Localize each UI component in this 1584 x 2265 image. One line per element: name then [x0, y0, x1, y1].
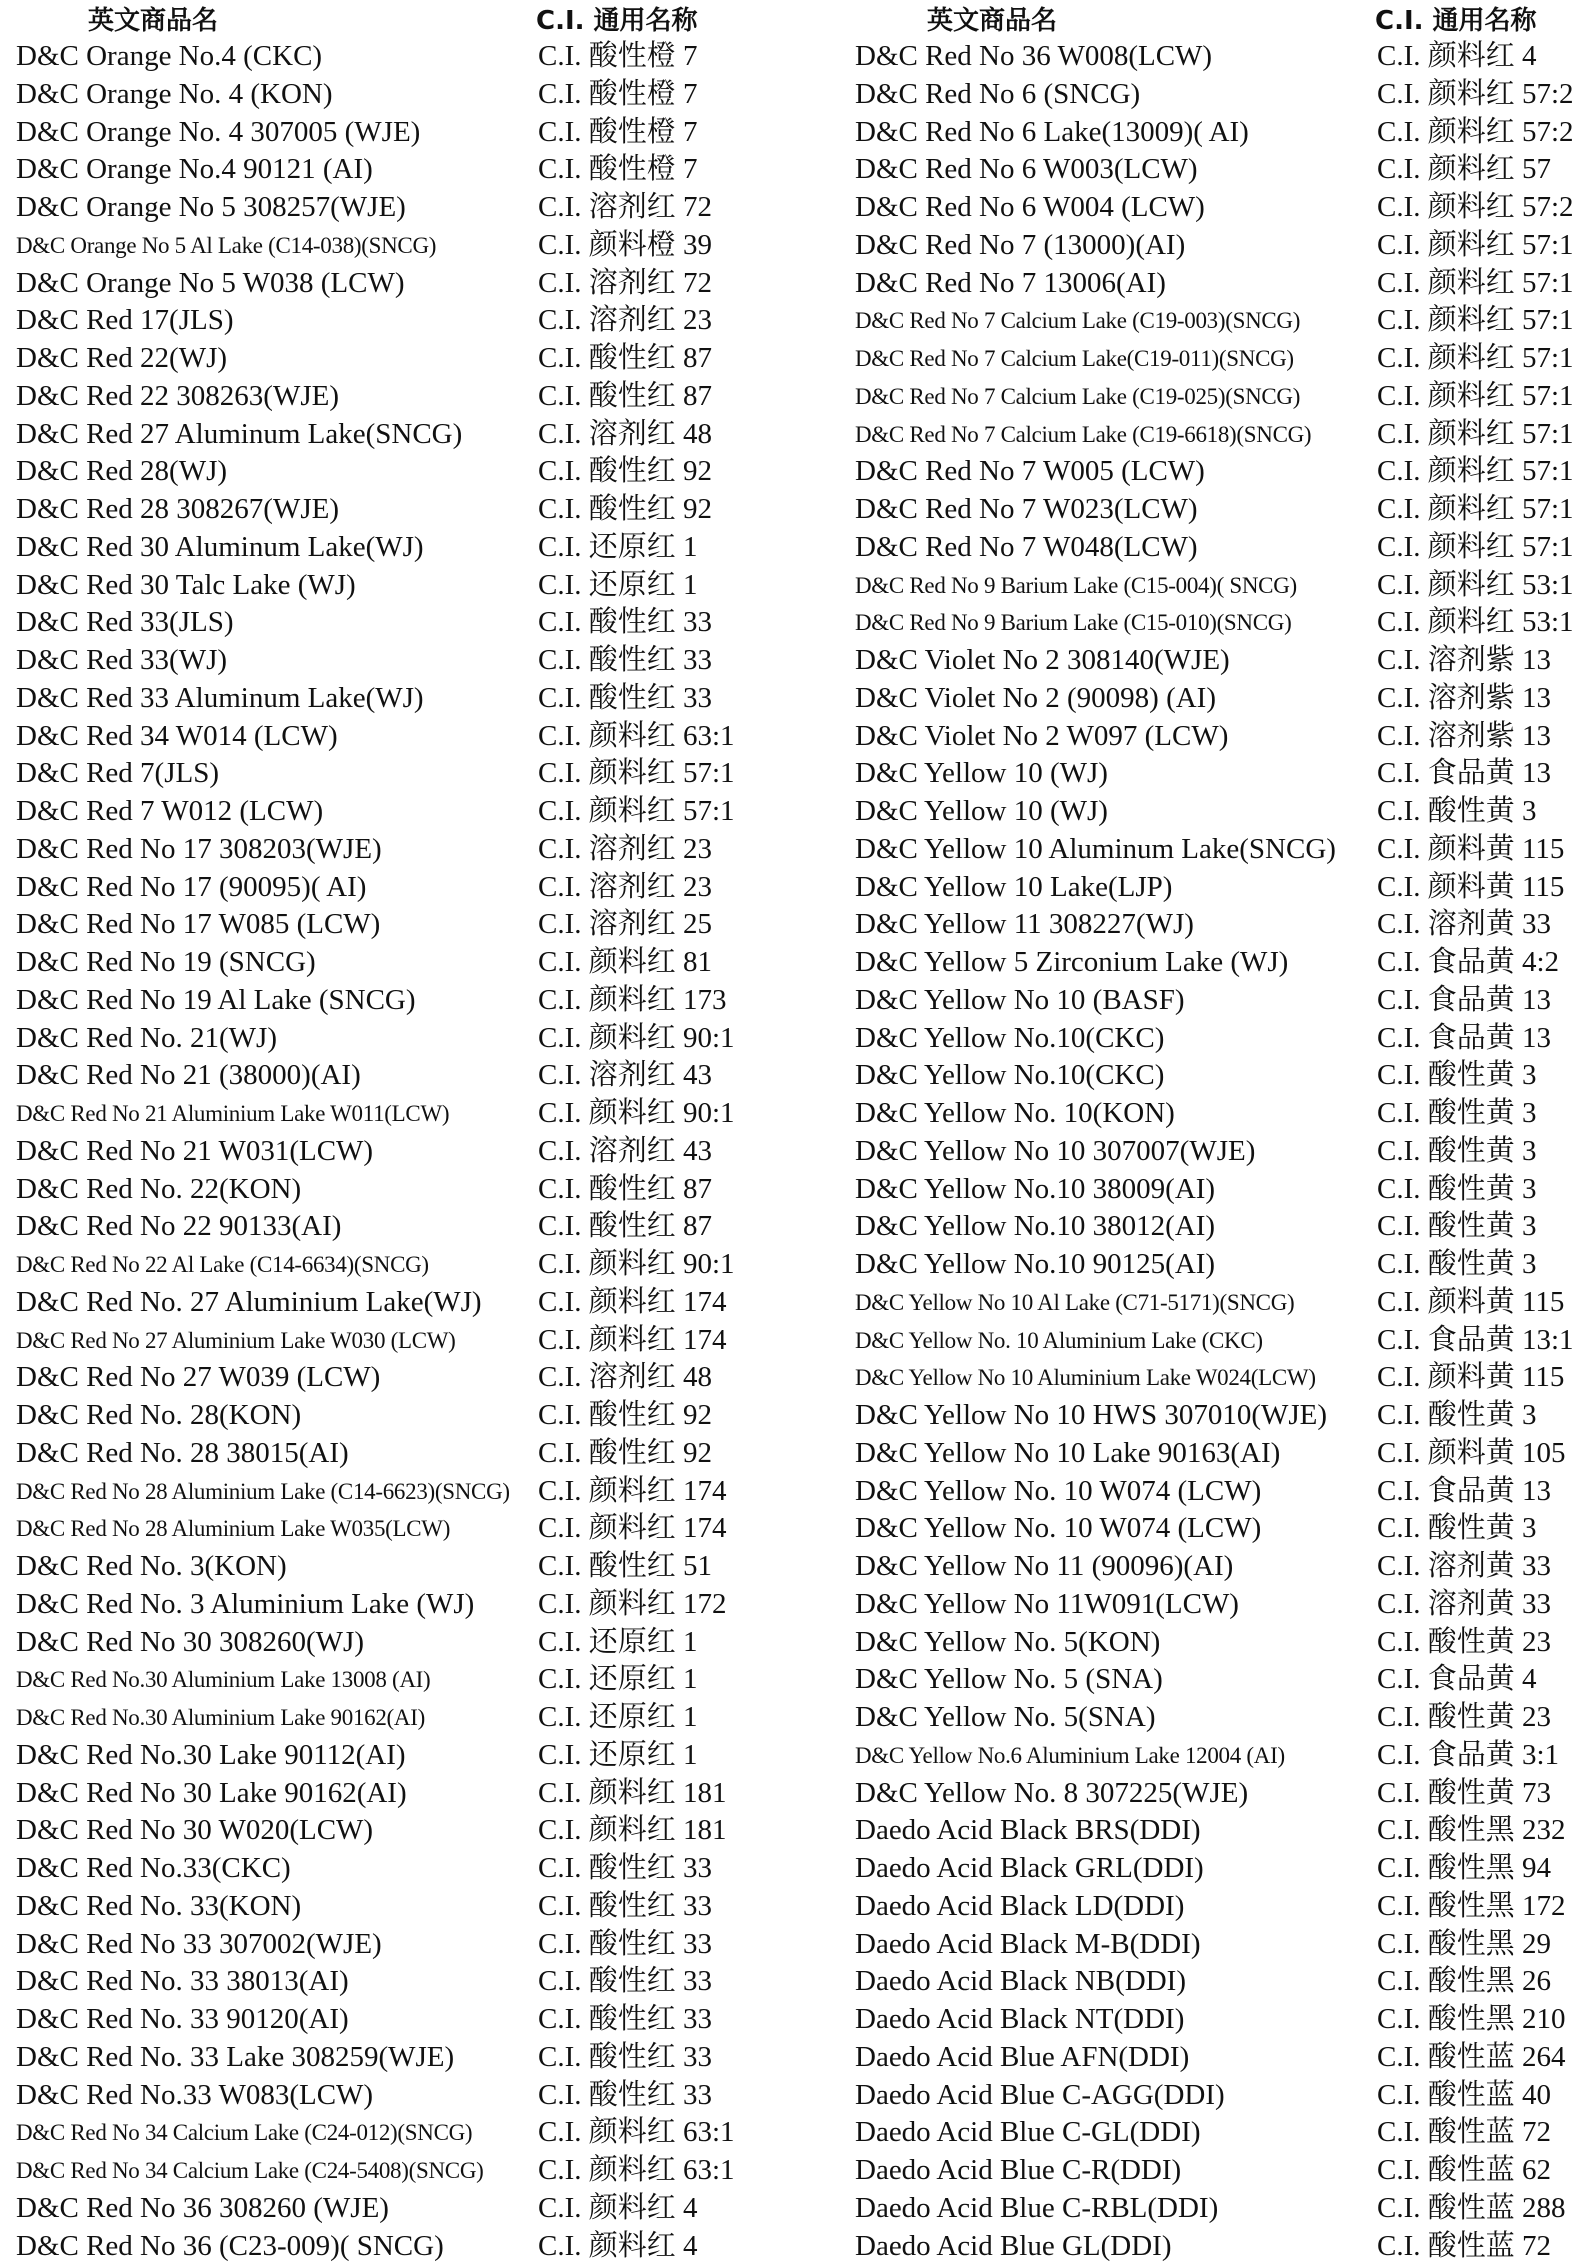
trade-name-cell: D&C Yellow No 10 307007(WJE): [855, 1134, 1256, 1167]
trade-name-cell: D&C Red No 17 308203(WJE): [16, 832, 382, 865]
ci-name-cell: C.I. 还原红 1: [538, 1663, 698, 1696]
trade-name-cell: D&C Red No 22 90133(AI): [16, 1210, 342, 1243]
ci-name-cell: C.I. 酸性红 33: [538, 1889, 713, 1922]
trade-name-cell: D&C Red No 6 (SNCG): [855, 77, 1141, 110]
trade-name-cell: D&C Red No 30 308260(WJ): [16, 1625, 364, 1658]
ci-name-cell: C.I. 食品黄 13:1: [1377, 1323, 1574, 1356]
trade-name-cell: D&C Yellow No. 5 (SNA): [855, 1663, 1163, 1696]
trade-name-cell: D&C Orange No.4 90121 (AI): [16, 153, 373, 186]
ci-name-cell: C.I. 食品黄 13: [1377, 1474, 1552, 1507]
trade-name-cell: D&C Red No. 28(KON): [16, 1399, 302, 1432]
ci-name-cell: C.I. 酸性红 87: [538, 342, 713, 375]
ci-name-cell: C.I. 颜料红 57:2: [1377, 191, 1574, 224]
ci-name-cell: C.I. 食品黄 3:1: [1377, 1738, 1560, 1771]
ci-name-cell: C.I. 颜料黄 115: [1377, 1285, 1565, 1318]
trade-name-cell: D&C Red No 22 Al Lake (C14-6634)(SNCG): [16, 1252, 429, 1278]
ci-name-cell: C.I. 颜料黄 115: [1377, 832, 1565, 865]
trade-name-cell: D&C Red No 21 W031(LCW): [16, 1134, 374, 1167]
ci-name-cell: C.I. 颜料红 57:1: [1377, 530, 1574, 563]
trade-name-cell: D&C Yellow No.6 Aluminium Lake 12004 (AI): [855, 1742, 1285, 1768]
trade-name-cell: D&C Red No.33 W083(LCW): [16, 2078, 374, 2111]
trade-name-cell: D&C Yellow 10 (WJ): [855, 757, 1108, 790]
ci-name-cell: C.I. 溶剂红 48: [538, 417, 713, 450]
ci-name-cell: C.I. 溶剂红 43: [538, 1134, 713, 1167]
trade-name-cell: D&C Red No 6 W003(LCW): [855, 153, 1198, 186]
ci-name-cell: C.I. 酸性红 92: [538, 455, 713, 488]
trade-name-cell: D&C Red No 21 Aluminium Lake W011(LCW): [16, 1101, 450, 1127]
trade-name-cell: D&C Orange No 5 Al Lake (C14-038)(SNCG): [16, 232, 437, 258]
left-column-table: [16, 0, 801, 2265]
ci-name-cell: C.I. 酸性黄 3: [1377, 1399, 1537, 1432]
trade-name-cell: D&C Yellow 10 (WJ): [855, 795, 1108, 828]
ci-name-cell: C.I. 酸性黑 94: [1377, 1852, 1552, 1885]
trade-name-cell: D&C Red No 21 (38000)(AI): [16, 1059, 361, 1092]
ci-name-cell: C.I. 酸性红 33: [538, 606, 713, 639]
ci-name-cell: C.I. 颜料红 53:1: [1377, 606, 1574, 639]
ci-name-cell: C.I. 溶剂紫 13: [1377, 681, 1552, 714]
trade-name-cell: D&C Yellow No.10(CKC): [855, 1059, 1165, 1092]
ci-name-cell: C.I. 酸性黄 3: [1377, 1210, 1537, 1243]
trade-name-cell: D&C Yellow 10 Lake(LJP): [855, 870, 1173, 903]
ci-name-cell: C.I. 颜料红 57:1: [1377, 266, 1574, 299]
ci-name-cell: C.I. 酸性红 33: [538, 1852, 713, 1885]
ci-name-cell: C.I. 颜料红 57:2: [1377, 115, 1574, 148]
ci-name-cell: C.I. 颜料红 57:1: [1377, 379, 1574, 412]
ci-name-cell: C.I. 颜料红 90:1: [538, 1021, 735, 1054]
ci-name-cell: C.I. 颜料红 57:1: [1377, 493, 1574, 526]
trade-name-cell: D&C Red No.30 Aluminium Lake 90162(AI): [16, 1705, 425, 1731]
ci-name-cell: C.I. 颜料橙 39: [538, 228, 713, 261]
trade-name-cell: D&C Red No. 3(KON): [16, 1550, 287, 1583]
ci-name-cell: C.I. 酸性蓝 288: [1377, 2191, 1566, 2224]
trade-name-cell: Daedo Acid Black GRL(DDI): [855, 1852, 1204, 1885]
trade-name-cell: D&C Red No. 33(KON): [16, 1889, 302, 1922]
trade-name-cell: D&C Yellow No 10 Lake 90163(AI): [855, 1436, 1281, 1469]
trade-name-cell: D&C Red 7 W012 (LCW): [16, 795, 324, 828]
trade-name-cell: D&C Red No 36 (C23-009)( SNCG): [16, 2229, 444, 2262]
trade-name-cell: D&C Red No 17 (90095)( AI): [16, 870, 367, 903]
ci-name-cell: C.I. 颜料红 4: [538, 2191, 698, 2224]
ci-name-cell: C.I. 酸性黄 3: [1377, 1059, 1537, 1092]
trade-name-cell: Daedo Acid Blue C-GL(DDI): [855, 2116, 1201, 2149]
trade-name-cell: D&C Yellow No.10 38009(AI): [855, 1172, 1216, 1205]
trade-name-cell: D&C Red No 36 308260 (WJE): [16, 2191, 389, 2224]
ci-name-cell: C.I. 酸性黄 23: [1377, 1625, 1552, 1658]
ci-name-cell: C.I. 还原红 1: [538, 530, 698, 563]
ci-name-cell: C.I. 酸性蓝 72: [1377, 2116, 1552, 2149]
trade-name-cell: D&C Red No 7 Calcium Lake (C19-025)(SNCG): [855, 383, 1301, 409]
ci-name-cell: C.I. 溶剂黄 33: [1377, 908, 1552, 941]
trade-name-cell: D&C Yellow No 10 (BASF): [855, 983, 1185, 1016]
trade-name-cell: Daedo Acid Black BRS(DDI): [855, 1814, 1201, 1847]
ci-name-cell: C.I. 颜料红 57:2: [1377, 77, 1574, 110]
trade-name-cell: D&C Red No 9 Barium Lake (C15-004)( SNCG): [855, 572, 1297, 598]
ci-name-cell: C.I. 颜料红 63:1: [538, 719, 735, 752]
trade-name-cell: D&C Red No 19 (SNCG): [16, 946, 316, 979]
ci-name-cell: C.I. 颜料红 174: [538, 1323, 727, 1356]
ci-name-cell: C.I. 酸性蓝 40: [1377, 2078, 1552, 2111]
ci-name-cell: C.I. 食品黄 13: [1377, 757, 1552, 790]
ci-name-cell: C.I. 颜料黄 115: [1377, 870, 1565, 903]
trade-name-cell: D&C Yellow No 10 Al Lake (C71-5171)(SNCG): [855, 1289, 1295, 1315]
ci-name-cell: C.I. 酸性红 87: [538, 1210, 713, 1243]
ci-name-cell: C.I. 酸性红 87: [538, 1172, 713, 1205]
ci-name-cell: C.I. 颜料红 63:1: [538, 2116, 735, 2149]
trade-name-cell: D&C Red No 28 Aluminium Lake (C14-6623)(SNCG): [16, 1478, 510, 1504]
trade-name-cell: D&C Yellow No. 5(SNA): [855, 1701, 1156, 1734]
ci-name-cell: C.I. 酸性黄 3: [1377, 795, 1537, 828]
trade-name-cell: D&C Red No 7 W048(LCW): [855, 530, 1198, 563]
ci-name-cell: C.I. 颜料红 57:1: [1377, 417, 1574, 450]
trade-name-cell: D&C Red No.33(CKC): [16, 1852, 291, 1885]
trade-name-cell: D&C Yellow No.10 90125(AI): [855, 1248, 1216, 1281]
ci-name-cell: C.I. 酸性橙 7: [538, 77, 698, 110]
trade-name-cell: D&C Violet No 2 W097 (LCW): [855, 719, 1229, 752]
ci-name-cell: C.I. 颜料红 63:1: [538, 2154, 735, 2187]
trade-name-cell: Daedo Acid Black NB(DDI): [855, 1965, 1186, 1998]
ci-name-cell: C.I. 食品黄 13: [1377, 1021, 1552, 1054]
trade-name-cell: D&C Red No 17 W085 (LCW): [16, 908, 381, 941]
ci-name-cell: C.I. 颜料红 57:1: [1377, 455, 1574, 488]
trade-name-cell: Daedo Acid Black LD(DDI): [855, 1889, 1185, 1922]
ci-name-cell: C.I. 颜料红 4: [1377, 40, 1537, 73]
ci-name-cell: C.I. 溶剂紫 13: [1377, 644, 1552, 677]
ci-name-cell: C.I. 酸性红 33: [538, 1927, 713, 1960]
trade-name-cell: D&C Yellow 11 308227(WJ): [855, 908, 1194, 941]
ci-name-cell: C.I. 酸性红 33: [538, 681, 713, 714]
ci-name-cell: C.I. 酸性蓝 72: [1377, 2229, 1552, 2262]
ci-name-cell: C.I. 颜料黄 115: [1377, 1361, 1565, 1394]
ci-name-cell: C.I. 酸性黄 23: [1377, 1701, 1552, 1734]
ci-name-cell: C.I. 还原红 1: [538, 568, 698, 601]
ci-name-cell: C.I. 颜料黄 105: [1377, 1436, 1566, 1469]
trade-name-cell: D&C Red No 7 W023(LCW): [855, 493, 1198, 526]
ci-name-cell: C.I. 颜料红 57:1: [538, 757, 735, 790]
trade-name-cell: D&C Red No 7 13006(AI): [855, 266, 1166, 299]
trade-name-cell: D&C Red No 7 (13000)(AI): [855, 228, 1186, 261]
ci-name-cell: C.I. 酸性橙 7: [538, 115, 698, 148]
ci-name-cell: C.I. 颜料红 181: [538, 1814, 727, 1847]
trade-name-cell: D&C Red No 19 Al Lake (SNCG): [16, 983, 416, 1016]
trade-name-cell: D&C Red No. 28 38015(AI): [16, 1436, 349, 1469]
ci-name-cell: C.I. 溶剂红 72: [538, 191, 713, 224]
ci-name-cell: C.I. 酸性黄 3: [1377, 1512, 1537, 1545]
trade-name-cell: Daedo Acid Blue C-R(DDI): [855, 2154, 1182, 2187]
trade-name-header: 英文商品名: [88, 6, 219, 37]
trade-name-cell: D&C Red 28(WJ): [16, 455, 228, 488]
trade-name-cell: D&C Yellow No. 8 307225(WJE): [855, 1776, 1249, 1809]
ci-name-cell: C.I. 酸性橙 7: [538, 153, 698, 186]
ci-name-cell: C.I. 溶剂红 72: [538, 266, 713, 299]
ci-name-cell: C.I. 颜料红 174: [538, 1474, 727, 1507]
ci-name-cell: C.I. 酸性红 92: [538, 493, 713, 526]
ci-name-cell: C.I. 酸性黄 73: [1377, 1776, 1552, 1809]
trade-name-cell: D&C Red No 6 Lake(13009)( AI): [855, 115, 1249, 148]
trade-name-cell: D&C Violet No 2 (90098) (AI): [855, 681, 1216, 714]
trade-name-cell: D&C Yellow No. 5(KON): [855, 1625, 1161, 1658]
trade-name-cell: D&C Yellow No. 10(KON): [855, 1097, 1175, 1130]
trade-name-cell: D&C Yellow No.10 38012(AI): [855, 1210, 1216, 1243]
ci-name-cell: C.I. 酸性黄 3: [1377, 1134, 1537, 1167]
trade-name-cell: D&C Red No.30 Lake 90112(AI): [16, 1738, 406, 1771]
ci-name-cell: C.I. 酸性红 51: [538, 1550, 713, 1583]
ci-name-cell: C.I. 溶剂红 48: [538, 1361, 713, 1394]
ci-name-cell: C.I. 食品黄 13: [1377, 983, 1552, 1016]
trade-name-cell: D&C Red No. 33 Lake 308259(WJE): [16, 2040, 455, 2073]
ci-name-cell: C.I. 溶剂红 43: [538, 1059, 713, 1092]
ci-name-cell: C.I. 溶剂黄 33: [1377, 1550, 1552, 1583]
trade-name-cell: D&C Red No 36 W008(LCW): [855, 40, 1213, 73]
trade-name-cell: Daedo Acid Black NT(DDI): [855, 2003, 1185, 2036]
ci-name-cell: C.I. 颜料红 53:1: [1377, 568, 1574, 601]
ci-name-cell: C.I. 颜料红 57:1: [1377, 304, 1574, 337]
ci-name-cell: C.I. 酸性红 33: [538, 2078, 713, 2111]
ci-name-cell: C.I. 溶剂红 23: [538, 832, 713, 865]
trade-name-cell: D&C Red No 7 Calcium Lake (C19-003)(SNCG): [855, 308, 1301, 334]
ci-name-cell: C.I. 颜料红 57:1: [1377, 342, 1574, 375]
ci-name-cell: C.I. 颜料红 174: [538, 1512, 727, 1545]
trade-name-cell: D&C Red 33(JLS): [16, 606, 234, 639]
trade-name-cell: D&C Yellow No. 10 W074 (LCW): [855, 1474, 1262, 1507]
trade-name-cell: D&C Red No 7 W005 (LCW): [855, 455, 1205, 488]
trade-name-cell: D&C Red No. 22(KON): [16, 1172, 302, 1205]
trade-name-cell: D&C Red No. 3 Aluminium Lake (WJ): [16, 1587, 475, 1620]
trade-name-cell: D&C Red No 34 Calcium Lake (C24-5408)(SNCG): [16, 2158, 484, 2184]
ci-name-cell: C.I. 酸性红 33: [538, 1965, 713, 1998]
ci-name-cell: C.I. 酸性红 92: [538, 1399, 713, 1432]
ci-name-cell: C.I. 酸性红 87: [538, 379, 713, 412]
trade-name-cell: D&C Red 22 308263(WJE): [16, 379, 339, 412]
trade-name-cell: D&C Yellow No 11 (90096)(AI): [855, 1550, 1234, 1583]
trade-name-cell: D&C Orange No 5 308257(WJE): [16, 191, 406, 224]
ci-name-cell: C.I. 颜料红 172: [538, 1587, 727, 1620]
trade-name-cell: D&C Red No. 27 Aluminium Lake(WJ): [16, 1285, 482, 1318]
ci-name-cell: C.I. 颜料红 57:1: [538, 795, 735, 828]
ci-name-cell: C.I. 颜料红 81: [538, 946, 713, 979]
ci-name-cell: C.I. 溶剂红 25: [538, 908, 713, 941]
ci-name-cell: C.I. 颜料红 90:1: [538, 1097, 735, 1130]
trade-name-cell: D&C Red No 9 Barium Lake (C15-010)(SNCG): [855, 610, 1292, 636]
trade-name-cell: D&C Red No 28 Aluminium Lake W035(LCW): [16, 1516, 451, 1542]
ci-name-cell: C.I. 酸性黄 3: [1377, 1097, 1537, 1130]
ci-name-cell: C.I. 食品黄 4:2: [1377, 946, 1560, 979]
trade-name-cell: D&C Yellow No. 10 W074 (LCW): [855, 1512, 1262, 1545]
trade-name-cell: Daedo Acid Blue GL(DDI): [855, 2229, 1172, 2262]
trade-name-cell: D&C Orange No 5 W038 (LCW): [16, 266, 405, 299]
ci-name-cell: C.I. 酸性黑 210: [1377, 2003, 1566, 2036]
trade-name-cell: D&C Red 34 W014 (LCW): [16, 719, 338, 752]
ci-name-cell: C.I. 还原红 1: [538, 1701, 698, 1734]
trade-name-cell: D&C Yellow No 11W091(LCW): [855, 1587, 1239, 1620]
trade-name-cell: D&C Orange No.4 (CKC): [16, 40, 323, 73]
ci-name-cell: C.I. 溶剂紫 13: [1377, 719, 1552, 752]
ci-name-cell: C.I. 酸性黑 172: [1377, 1889, 1566, 1922]
ci-name-cell: C.I. 颜料红 174: [538, 1285, 727, 1318]
trade-name-cell: Daedo Acid Blue C-AGG(DDI): [855, 2078, 1225, 2111]
ci-name-cell: C.I. 酸性黑 26: [1377, 1965, 1552, 1998]
trade-name-cell: D&C Yellow No 10 HWS 307010(WJE): [855, 1399, 1328, 1432]
ci-name-cell: C.I. 食品黄 4: [1377, 1663, 1537, 1696]
ci-name-cell: C.I. 颜料红 57: [1377, 153, 1552, 186]
ci-name-cell: C.I. 酸性黄 3: [1377, 1172, 1537, 1205]
trade-name-header: 英文商品名: [927, 6, 1058, 37]
right-column-table: [855, 0, 1584, 2265]
trade-name-cell: D&C Red No 34 Calcium Lake (C24-012)(SNCG): [16, 2120, 473, 2146]
trade-name-cell: D&C Red 22(WJ): [16, 342, 228, 375]
trade-name-cell: D&C Red 27 Aluminum Lake(SNCG): [16, 417, 463, 450]
trade-name-cell: D&C Red No 30 W020(LCW): [16, 1814, 374, 1847]
ci-name-cell: C.I. 酸性红 33: [538, 2003, 713, 2036]
ci-name-cell: C.I. 溶剂红 23: [538, 304, 713, 337]
ci-name-cell: C.I. 酸性蓝 264: [1377, 2040, 1566, 2073]
trade-name-cell: D&C Red 30 Aluminum Lake(WJ): [16, 530, 424, 563]
trade-name-cell: D&C Red No 30 Lake 90162(AI): [16, 1776, 407, 1809]
trade-name-cell: D&C Red No 27 W039 (LCW): [16, 1361, 381, 1394]
ci-name-cell: C.I. 酸性红 33: [538, 644, 713, 677]
trade-name-cell: D&C Violet No 2 308140(WJE): [855, 644, 1230, 677]
ci-name-cell: C.I. 颜料红 4: [538, 2229, 698, 2262]
ci-name-cell: C.I. 酸性红 33: [538, 2040, 713, 2073]
trade-name-cell: D&C Yellow No 10 Aluminium Lake W024(LCW): [855, 1365, 1316, 1391]
ci-name-header: C.I. 通用名称: [1375, 6, 1537, 37]
ci-name-cell: C.I. 颜料红 181: [538, 1776, 727, 1809]
ci-name-cell: C.I. 酸性红 92: [538, 1436, 713, 1469]
trade-name-cell: D&C Orange No. 4 (KON): [16, 77, 333, 110]
ci-name-cell: C.I. 颜料红 90:1: [538, 1248, 735, 1281]
trade-name-cell: D&C Red No 7 Calcium Lake (C19-6618)(SNCG): [855, 421, 1312, 447]
trade-name-cell: D&C Yellow 10 Aluminum Lake(SNCG): [855, 832, 1336, 865]
trade-name-cell: D&C Yellow No. 10 Aluminium Lake (CKC): [855, 1327, 1263, 1353]
ci-name-cell: C.I. 溶剂红 23: [538, 870, 713, 903]
trade-name-cell: Daedo Acid Blue AFN(DDI): [855, 2040, 1190, 2073]
ci-name-cell: C.I. 颜料红 173: [538, 983, 727, 1016]
ci-name-cell: C.I. 还原红 1: [538, 1625, 698, 1658]
trade-name-cell: D&C Red No. 33 38013(AI): [16, 1965, 349, 1998]
trade-name-cell: D&C Red No 7 Calcium Lake(C19-011)(SNCG): [855, 346, 1294, 372]
ci-name-cell: C.I. 酸性橙 7: [538, 40, 698, 73]
trade-name-cell: D&C Yellow No.10(CKC): [855, 1021, 1165, 1054]
ci-name-cell: C.I. 颜料红 57:1: [1377, 228, 1574, 261]
trade-name-cell: Daedo Acid Blue C-RBL(DDI): [855, 2191, 1219, 2224]
trade-name-cell: Daedo Acid Black M-B(DDI): [855, 1927, 1201, 1960]
trade-name-cell: D&C Red No. 21(WJ): [16, 1021, 277, 1054]
trade-name-cell: D&C Red 30 Talc Lake (WJ): [16, 568, 356, 601]
trade-name-cell: D&C Red No. 33 90120(AI): [16, 2003, 349, 2036]
ci-name-cell: C.I. 酸性黄 3: [1377, 1248, 1537, 1281]
trade-name-cell: D&C Red No 33 307002(WJE): [16, 1927, 382, 1960]
trade-name-cell: D&C Red No 27 Aluminium Lake W030 (LCW): [16, 1327, 456, 1353]
trade-name-cell: D&C Red 7(JLS): [16, 757, 219, 790]
ci-name-header: C.I. 通用名称: [536, 6, 698, 37]
ci-name-cell: C.I. 还原红 1: [538, 1738, 698, 1771]
ci-name-cell: C.I. 酸性黑 232: [1377, 1814, 1566, 1847]
trade-name-cell: D&C Red No.30 Aluminium Lake 13008 (AI): [16, 1667, 431, 1693]
trade-name-cell: D&C Orange No. 4 307005 (WJE): [16, 115, 421, 148]
trade-name-cell: D&C Red 33(WJ): [16, 644, 228, 677]
trade-name-cell: D&C Red 33 Aluminum Lake(WJ): [16, 681, 424, 714]
ci-name-cell: C.I. 溶剂黄 33: [1377, 1587, 1552, 1620]
ci-name-cell: C.I. 酸性黑 29: [1377, 1927, 1552, 1960]
trade-name-cell: D&C Yellow 5 Zirconium Lake (WJ): [855, 946, 1289, 979]
trade-name-cell: D&C Red No 6 W004 (LCW): [855, 191, 1205, 224]
trade-name-cell: D&C Red 28 308267(WJE): [16, 493, 339, 526]
ci-name-cell: C.I. 酸性蓝 62: [1377, 2154, 1552, 2187]
trade-name-cell: D&C Red 17(JLS): [16, 304, 234, 337]
